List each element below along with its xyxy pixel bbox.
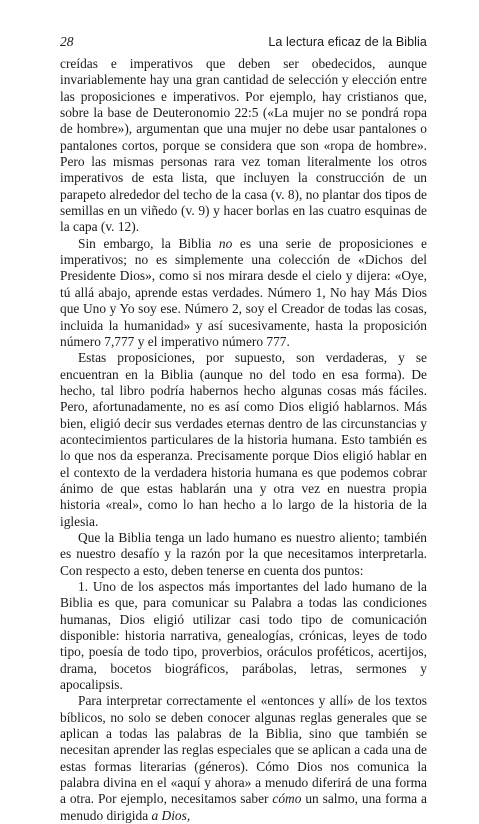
- italic-run: cómo: [272, 791, 302, 807]
- paragraph: [60, 693, 427, 824]
- page-number: 28: [60, 34, 74, 49]
- paragraph: [60, 236, 427, 350]
- text-run: Para interpretar correctamente el «entonces y allí» de los textos bíblicos, no solo se deben conocer algunas reglas generales que se aplican a todas las palabras de la Biblia, sino que también se necesitan aprender las reglas especiales que se aplican a cada una de estas formas literarias (géneros). Cómo Dios nos comunica la palabra divina en el «aquí y ahora» a menudo diferirá de una forma a otra. Por ejemplo, necesitamos saber: [60, 693, 427, 807]
- text-run: Sin embargo, la Biblia: [78, 235, 219, 251]
- italic-run: no: [218, 235, 233, 251]
- text-run: un salmo, una forma a menudo dirigida: [60, 791, 427, 823]
- text-run: Que la Biblia tenga un lado humano es nuestro aliento; también es nuestro desafío y la razón por la que necesitamos interpretarla. Con respecto a esto, deben tenerse en cuenta dos puntos:: [60, 529, 427, 578]
- paragraph: [60, 56, 427, 236]
- body-text: [60, 56, 427, 824]
- paragraph: [60, 579, 427, 693]
- text-run: creídas e imperativos que deben ser obedecidos, aunque invariablemente hay una gran cantidad de selección y elección entre las proposiciones e imperativos. Por ejemplo, hay cristianos que, sobre la base de Deuteronomio 22:5 («La mujer no se pondrá ropa de hombre»), argumentan que una mujer no debe usar pantalones o pantalones cortos, porque se considera que son «ropa de hombre». Pero las mismas personas rara vez toman literalmente los otros imperativos de esta lista, que incluyen la construcción de un parapeto alrededor del techo de la casa (v. 8), no plantar dos tipos de semillas en un viñedo (v. 9) y hacer borlas en las cuatro esquinas de la capa (v. 12).: [60, 56, 427, 235]
- text-run: Estas proposiciones, por supuesto, son verdaderas, y se encuentran en la Biblia (aunque no del todo en esa forma). De hecho, tal libro podría habernos hecho algunas cosas más fáciles. Pero, afortunadamente, no es así como Dios eligió hablarnos. Más bien, eligió decir sus verdades eternas dentro de las circunstancias y acontecimientos particulares de la historia humana. Esto también es lo que nos da esperanza. Precisamente porque Dios eligió hablar en el contexto de la verdadera historia humana es que podemos cobrar ánimo de que estas hablarán una y otra vez en nuestra propia historia «real», como lo han hecho a lo largo de la historia de la iglesia.: [60, 350, 427, 529]
- paragraph: [60, 530, 427, 579]
- running-head: La lectura eficaz de la Biblia: [268, 35, 427, 49]
- text-run: es una serie de proposiciones e imperativos; no es simplemente una colección de «Dichos del Presidente Dios», como si nos mirara desde el cielo y dijera: «Oye, tú allá abajo, aprende estas verdades. Número 1, No hay Más Dios que Uno y Yo soy ese. Número 2, soy el Creador de todas las cosas, incluida la humanidad» y así sucesivamente, hasta la proposición número 7,777 y el imperativo número 777.: [60, 235, 427, 349]
- italic-run: a Dios,: [151, 807, 191, 823]
- page-header: [60, 32, 427, 52]
- paragraph: [60, 350, 427, 530]
- text-run: 1. Uno de los aspectos más importantes del lado humano de la Biblia es que, para comunicar su Palabra a todas las condiciones humanas, Dios eligió utilizar casi todo tipo de comunicación disponible: historia narrativa, genealogías, crónicas, leyes de todo tipo, poesía de todo tipo, proverbios, oráculos proféticos, acertijos, drama, bocetos biográficos, parábolas, letras, sermones y apocalipsis.: [60, 579, 427, 693]
